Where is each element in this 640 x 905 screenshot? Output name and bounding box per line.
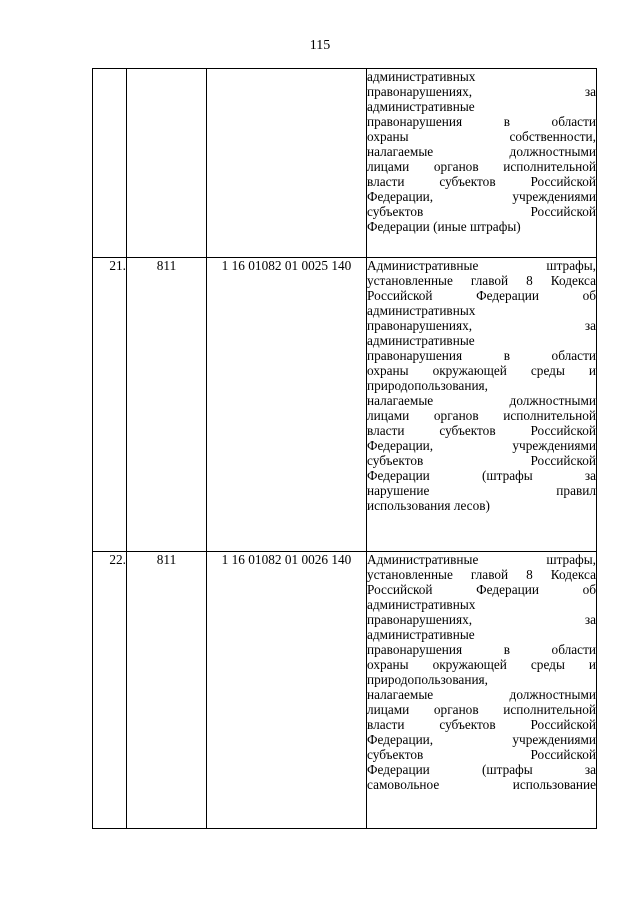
description-line: установленные главой 8 Кодекса xyxy=(367,567,596,582)
description-line: лицами органов исполнительной xyxy=(367,408,596,423)
description-line: нарушение правил xyxy=(367,483,596,498)
description-line: Федерации, учреждениями xyxy=(367,189,596,204)
admin-code-cell: 811 xyxy=(127,552,207,829)
description-line: охраны окружающей среды и xyxy=(367,657,596,672)
description-line: налагаемые должностными xyxy=(367,144,596,159)
description-cell xyxy=(367,552,597,829)
description-line: лицами органов исполнительной xyxy=(367,702,596,717)
table-body xyxy=(93,69,597,829)
description-line: власти субъектов Российской xyxy=(367,717,596,732)
description-line: самовольное использование xyxy=(367,777,596,792)
description-line: Федерации (штрафы за xyxy=(367,468,596,483)
description-cell xyxy=(367,258,597,552)
description-line: административные xyxy=(367,333,475,348)
description-line: субъектов Российской xyxy=(367,204,596,219)
kbk-code-cell: 1 16 01082 01 0026 140 xyxy=(207,552,367,829)
description-cell xyxy=(367,69,597,258)
budget-codes-table xyxy=(92,68,597,829)
admin-code-cell: 811 xyxy=(127,258,207,552)
description-line: лицами органов исполнительной xyxy=(367,159,596,174)
row-number-cell xyxy=(93,69,127,258)
row-number-cell: 22. xyxy=(93,552,127,829)
description-line: Административные штрафы, xyxy=(367,258,596,273)
description-line: установленные главой 8 Кодекса xyxy=(367,273,596,288)
kbk-code-cell: 1 16 01082 01 0025 140 xyxy=(207,258,367,552)
description-line: использования лесов) xyxy=(367,498,490,513)
description-line: правонарушения в области xyxy=(367,348,596,363)
page-number: 115 xyxy=(309,38,331,53)
description-line: Административные штрафы, xyxy=(367,552,596,567)
row-number-cell: 21. xyxy=(93,258,127,552)
description-line: охраны окружающей среды и xyxy=(367,363,596,378)
table-row xyxy=(93,258,597,552)
description-line: административных xyxy=(367,597,476,612)
description-line: охраны собственности, xyxy=(367,129,596,144)
description-line: власти субъектов Российской xyxy=(367,423,596,438)
description-line: административных xyxy=(367,69,476,84)
description-line: Федерации, учреждениями xyxy=(367,438,596,453)
table-row xyxy=(93,69,597,258)
description-line: административные xyxy=(367,99,475,114)
description-line: правонарушениях, за xyxy=(367,612,596,627)
admin-code-cell xyxy=(127,69,207,258)
description-line: Российской Федерации об xyxy=(367,582,596,597)
description-line: субъектов Российской xyxy=(367,453,596,468)
description-line: власти субъектов Российской xyxy=(367,174,596,189)
description-line: правонарушения в области xyxy=(367,114,596,129)
kbk-code-cell xyxy=(207,69,367,258)
description-line: правонарушениях, за xyxy=(367,318,596,333)
description-line: административных xyxy=(367,303,476,318)
description-line: административные xyxy=(367,627,475,642)
description-line: Федерации (иные штрафы) xyxy=(367,219,521,234)
description-line: Федерации (штрафы за xyxy=(367,762,596,777)
description-line: природопользования, xyxy=(367,672,488,687)
table-row xyxy=(93,552,597,829)
description-line: субъектов Российской xyxy=(367,747,596,762)
description-line: Федерации, учреждениями xyxy=(367,732,596,747)
description-line: природопользования, xyxy=(367,378,488,393)
description-line: правонарушения в области xyxy=(367,642,596,657)
description-line: правонарушениях, за xyxy=(367,84,596,99)
description-line: Российской Федерации об xyxy=(367,288,596,303)
description-line: налагаемые должностными xyxy=(367,687,596,702)
description-line: налагаемые должностными xyxy=(367,393,596,408)
